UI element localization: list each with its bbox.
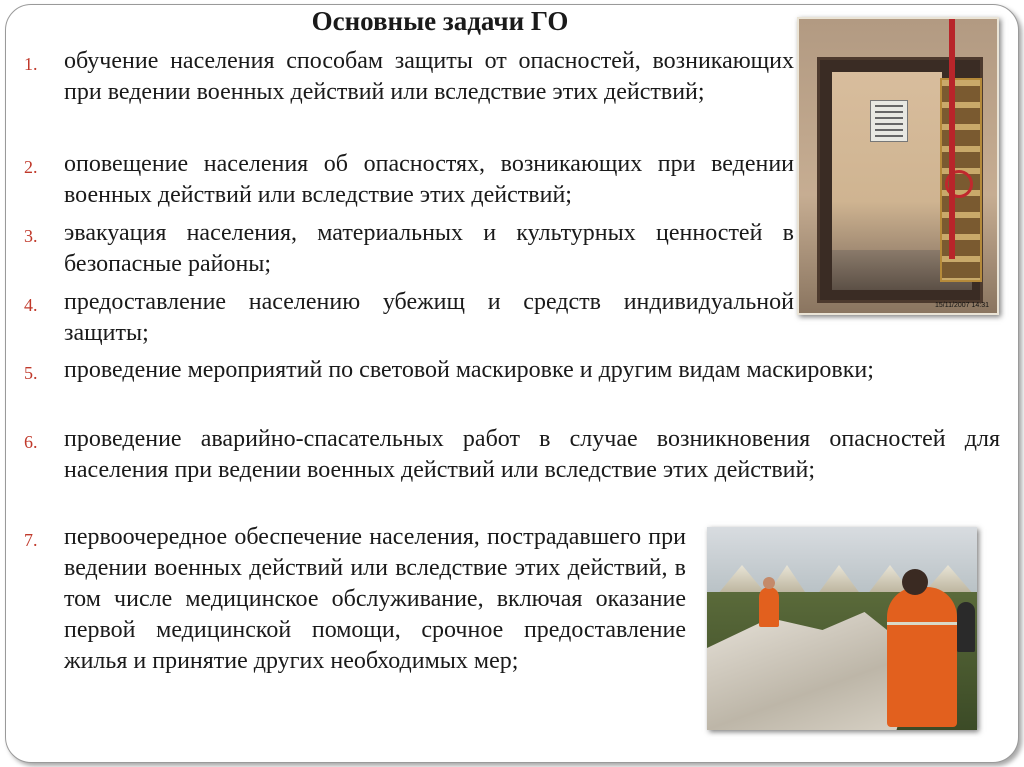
item-number: 5.: [24, 363, 38, 383]
shelter-door-photo: [797, 17, 999, 315]
item-text: проведение аварийно-спасательных работ в случае возникновения опасностей для населения при ведении военных действий или вследствие этих действий;: [64, 426, 1000, 483]
item-text: первоочередное обеспечение населения, пострадавшего при ведении военных действий или вследствие этих действий, в том числе медицинское обслуживание, включая оказание первой медицинской помощи, срочное предоставление жилья и принятие других необходимых мер;: [64, 524, 686, 674]
item-number: 4.: [24, 295, 38, 315]
slide-title: Основные задачи ГО: [311, 6, 569, 36]
item-text: предоставление населению убежищ и средств индивидуальной защиты;: [64, 289, 794, 346]
item-text: проведение мероприятий по световой маскировке и другим видам маскировки;: [64, 357, 874, 383]
rescue-workers-photo: [707, 527, 977, 730]
item-text: обучение населения способам защиты от опасностей, возникающих при ведении военных действий или вследствие этих действий;: [64, 48, 794, 105]
item-number: 6.: [24, 432, 38, 452]
item-text: эвакуация населения, материальных и культурных ценностей в безопасные районы;: [64, 220, 794, 277]
item-number: 7.: [24, 530, 38, 550]
item-number: 3.: [24, 226, 38, 246]
photo-timestamp: 15/11/2007 14:31: [935, 302, 989, 309]
item-number: 1.: [24, 54, 38, 74]
item-number: 2.: [24, 157, 38, 177]
item-text: оповещение населения об опасностях, возникающих при ведении военных действий или вследствие этих действий;: [64, 151, 794, 208]
